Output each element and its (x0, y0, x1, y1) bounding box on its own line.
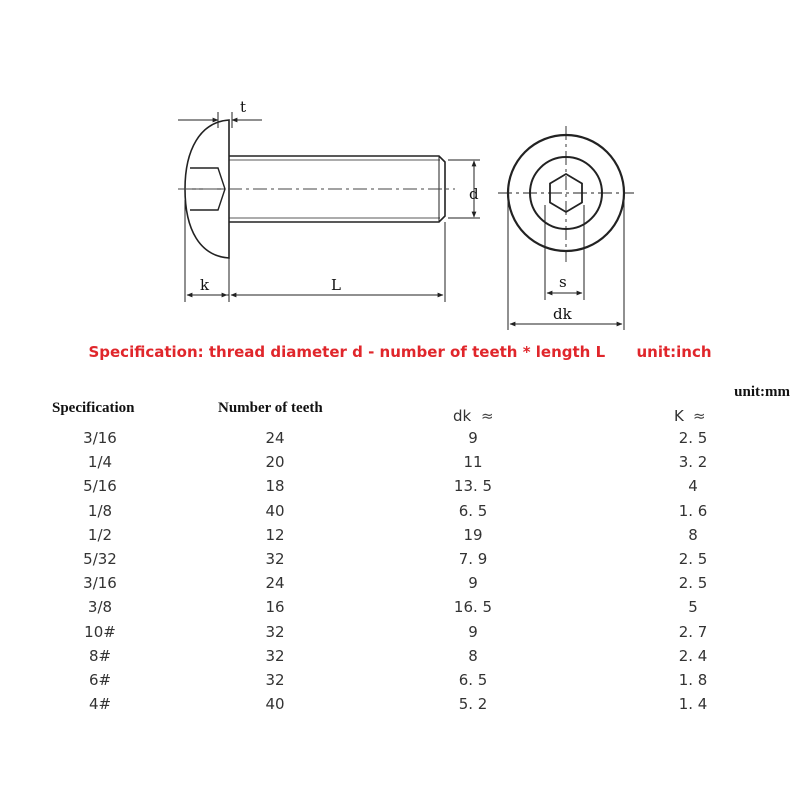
dim-label-L: L (331, 276, 341, 294)
cell-number-of-teeth: 18 (265, 477, 285, 496)
cell-dk: 11 (463, 453, 483, 472)
table-row (0, 426, 800, 450)
cell-specification: 5/32 (83, 550, 117, 568)
cell-dk: 19 (463, 525, 483, 544)
cell-specification: 6# (88, 671, 112, 689)
cell-k: 2. 5 (678, 574, 708, 593)
specification-note: Specification: thread diameter d - number of teeth * length L unit:inch (88, 343, 712, 361)
cell-specification: 1/2 (87, 525, 113, 544)
cell-k: 2. 5 (678, 429, 708, 447)
cell-dk: 6. 5 (458, 671, 488, 689)
cell-specification: 3/8 (87, 598, 113, 617)
cell-number-of-teeth: 24 (265, 574, 285, 593)
cell-number-of-teeth: 24 (265, 429, 285, 447)
cell-specification: 3/16 (83, 574, 117, 593)
table-row (0, 499, 800, 523)
cell-number-of-teeth: 16 (265, 598, 285, 617)
cell-number-of-teeth: 32 (265, 646, 285, 665)
header-k-approx: ≈ (693, 407, 706, 425)
table-row (0, 595, 800, 619)
cell-specification: 10# (84, 622, 116, 641)
cell-dk: 9 (468, 622, 478, 641)
cell-dk: 13. 5 (453, 477, 493, 496)
cell-specification: 4# (88, 695, 112, 714)
cell-number-of-teeth: 32 (265, 550, 285, 568)
table-row (0, 644, 800, 668)
cell-dk: 7. 9 (458, 550, 488, 568)
dim-label-dk: dk (553, 305, 572, 323)
cell-dk: 9 (468, 429, 478, 447)
cell-k: 2. 4 (678, 646, 708, 665)
table-row (0, 620, 800, 644)
cell-k: 2. 7 (678, 622, 708, 641)
dim-label-d: d (469, 185, 479, 203)
cell-specification: 3/16 (83, 429, 117, 447)
cell-k: 1. 4 (678, 695, 708, 714)
dim-label-s: s (559, 273, 567, 291)
cell-dk: 9 (468, 574, 478, 593)
table-row (0, 668, 800, 692)
table-row (0, 450, 800, 474)
cell-k: 4 (688, 477, 698, 496)
cell-number-of-teeth: 32 (265, 622, 285, 641)
cell-number-of-teeth: 40 (265, 501, 285, 520)
cell-specification: 8# (88, 646, 112, 665)
table-row (0, 692, 800, 716)
cell-number-of-teeth: 20 (265, 453, 285, 472)
cell-k: 2. 5 (678, 550, 708, 568)
cell-k: 1. 8 (678, 671, 708, 689)
cell-number-of-teeth: 32 (265, 671, 285, 689)
cell-specification: 1/4 (87, 453, 113, 472)
header-dk-approx: ≈ (481, 407, 494, 425)
cell-number-of-teeth: 12 (265, 525, 285, 544)
cell-number-of-teeth: 40 (265, 695, 285, 714)
header-dk: dk (453, 407, 472, 425)
cell-k: 8 (688, 525, 698, 544)
dim-label-k: k (200, 276, 210, 294)
header-specification: Specification (52, 400, 135, 416)
cell-dk: 6. 5 (458, 501, 488, 520)
header-k: K (674, 407, 684, 425)
unit-note: unit:mm (734, 384, 790, 400)
cell-k: 5 (688, 598, 698, 617)
dim-label-t: t (240, 98, 247, 116)
table-row (0, 474, 800, 498)
cell-specification: 1/8 (87, 501, 113, 520)
cell-k: 1. 6 (678, 501, 708, 520)
cell-dk: 8 (468, 646, 478, 665)
cell-dk: 16. 5 (453, 598, 493, 617)
cell-specification: 5/16 (83, 477, 117, 496)
table-row (0, 571, 800, 595)
cell-dk: 5. 2 (458, 695, 488, 714)
screw-technical-drawing (0, 0, 800, 340)
table-row (0, 547, 800, 571)
cell-k: 3. 2 (678, 453, 708, 472)
table-row (0, 523, 800, 547)
header-number-of-teeth: Number of teeth (218, 400, 323, 416)
